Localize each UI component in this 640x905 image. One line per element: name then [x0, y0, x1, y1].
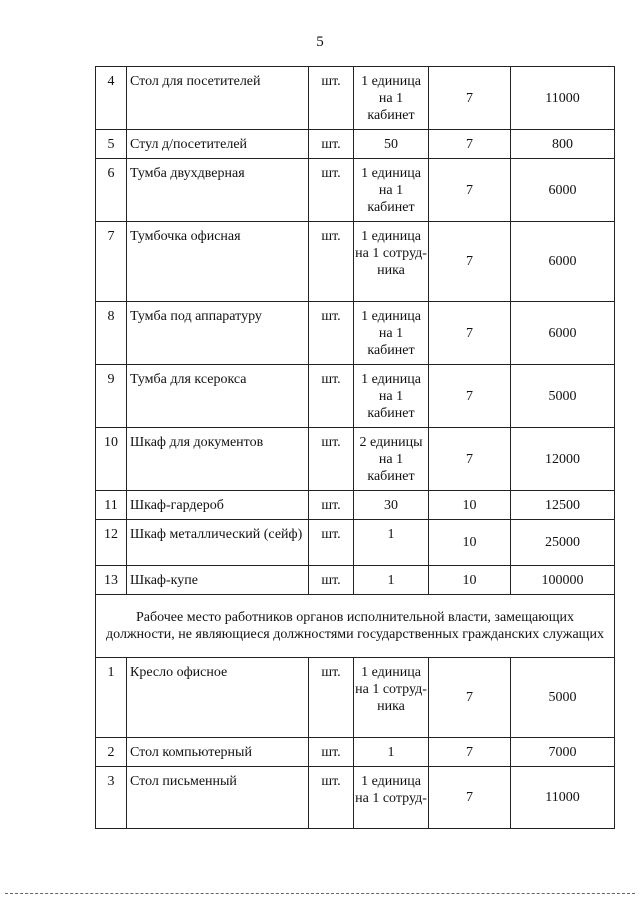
price-cell: 12500 — [511, 491, 615, 520]
item-name-cell: Тумба под аппаратуру — [127, 302, 309, 365]
row-number-cell: 6 — [96, 159, 127, 222]
row-number-cell: 8 — [96, 302, 127, 365]
row-number-cell: 10 — [96, 428, 127, 491]
item-name-cell: Стол компьютерный — [127, 738, 309, 767]
quantity-cell: 1 — [354, 520, 429, 566]
price-cell: 25000 — [511, 520, 615, 566]
table-row — [96, 520, 615, 566]
unit-cell: шт. — [309, 520, 354, 566]
service-life-cell: 7 — [429, 130, 511, 159]
unit-cell: шт. — [309, 222, 354, 302]
table-row — [96, 365, 615, 428]
unit-cell: шт. — [309, 302, 354, 365]
quantity-cell: 1 единица на 1 кабинет — [354, 302, 429, 365]
unit-cell: шт. — [309, 738, 354, 767]
row-number-cell: 5 — [96, 130, 127, 159]
service-life-cell: 7 — [429, 302, 511, 365]
service-life-cell: 7 — [429, 67, 511, 130]
quantity-cell: 50 — [354, 130, 429, 159]
unit-cell: шт. — [309, 365, 354, 428]
item-name-cell: Шкаф для документов — [127, 428, 309, 491]
table-row — [96, 428, 615, 491]
quantity-cell: 1 единица на 1 кабинет — [354, 365, 429, 428]
price-cell: 11000 — [511, 767, 615, 829]
table-row — [96, 566, 615, 595]
unit-cell: шт. — [309, 130, 354, 159]
item-name-cell: Тумбочка офисная — [127, 222, 309, 302]
row-number-cell: 1 — [96, 658, 127, 738]
service-life-cell: 7 — [429, 159, 511, 222]
item-name-cell: Тумба для ксерокса — [127, 365, 309, 428]
quantity-cell: 1 единица на 1 сотруд-ника — [354, 222, 429, 302]
quantity-cell: 1 единица на 1 сотруд- — [354, 767, 429, 829]
item-name-cell: Стол для посетителей — [127, 67, 309, 130]
item-name-cell: Кресло офисное — [127, 658, 309, 738]
item-name-cell: Шкаф металлический (сейф) — [127, 520, 309, 566]
quantity-cell: 1 единица на 1 кабинет — [354, 159, 429, 222]
table-row — [96, 491, 615, 520]
unit-cell: шт. — [309, 767, 354, 829]
row-number-cell: 3 — [96, 767, 127, 829]
row-number-cell: 7 — [96, 222, 127, 302]
quantity-cell: 1 единица на 1 сотруд-ника — [354, 658, 429, 738]
service-life-cell: 10 — [429, 566, 511, 595]
table-row — [96, 67, 615, 130]
service-life-cell: 7 — [429, 428, 511, 491]
service-life-cell: 7 — [429, 767, 511, 829]
service-life-cell: 7 — [429, 658, 511, 738]
service-life-cell: 7 — [429, 738, 511, 767]
table-row — [96, 222, 615, 302]
section-header-row — [96, 595, 615, 658]
service-life-cell: 7 — [429, 365, 511, 428]
price-cell: 6000 — [511, 159, 615, 222]
row-number-cell: 4 — [96, 67, 127, 130]
price-cell: 800 — [511, 130, 615, 159]
item-name-cell: Шкаф-гардероб — [127, 491, 309, 520]
table-row — [96, 658, 615, 738]
row-number-cell: 9 — [96, 365, 127, 428]
service-life-cell: 7 — [429, 222, 511, 302]
table-row — [96, 302, 615, 365]
unit-cell: шт. — [309, 658, 354, 738]
unit-cell: шт. — [309, 566, 354, 595]
unit-cell: шт. — [309, 159, 354, 222]
quantity-cell: 1 — [354, 738, 429, 767]
quantity-cell: 30 — [354, 491, 429, 520]
unit-cell: шт. — [309, 67, 354, 130]
section-title: Рабочее место работников органов исполнительной власти, замещающих должности, не являющиеся должностями государственных гражданских служащих — [96, 595, 615, 658]
price-cell: 11000 — [511, 67, 615, 130]
table-row — [96, 159, 615, 222]
price-cell: 12000 — [511, 428, 615, 491]
unit-cell: шт. — [309, 491, 354, 520]
price-cell: 100000 — [511, 566, 615, 595]
row-number-cell: 2 — [96, 738, 127, 767]
price-cell: 6000 — [511, 222, 615, 302]
item-name-cell: Стол письменный — [127, 767, 309, 829]
item-name-cell: Тумба двухдверная — [127, 159, 309, 222]
service-life-cell: 10 — [429, 491, 511, 520]
table-row — [96, 738, 615, 767]
item-name-cell: Стул д/посетителей — [127, 130, 309, 159]
price-cell: 6000 — [511, 302, 615, 365]
service-life-cell: 10 — [429, 520, 511, 566]
quantity-cell: 1 единица на 1 кабинет — [354, 67, 429, 130]
unit-cell: шт. — [309, 428, 354, 491]
page-number: 5 — [316, 34, 324, 50]
page-bottom-rule — [5, 893, 635, 894]
price-cell: 5000 — [511, 658, 615, 738]
table-row — [96, 130, 615, 159]
quantity-cell: 1 — [354, 566, 429, 595]
quantity-cell: 2 единицы на 1 кабинет — [354, 428, 429, 491]
item-name-cell: Шкаф-купе — [127, 566, 309, 595]
furniture-norms-table — [95, 66, 615, 829]
row-number-cell: 13 — [96, 566, 127, 595]
row-number-cell: 12 — [96, 520, 127, 566]
table-row — [96, 767, 615, 829]
price-cell: 5000 — [511, 365, 615, 428]
price-cell: 7000 — [511, 738, 615, 767]
row-number-cell: 11 — [96, 491, 127, 520]
